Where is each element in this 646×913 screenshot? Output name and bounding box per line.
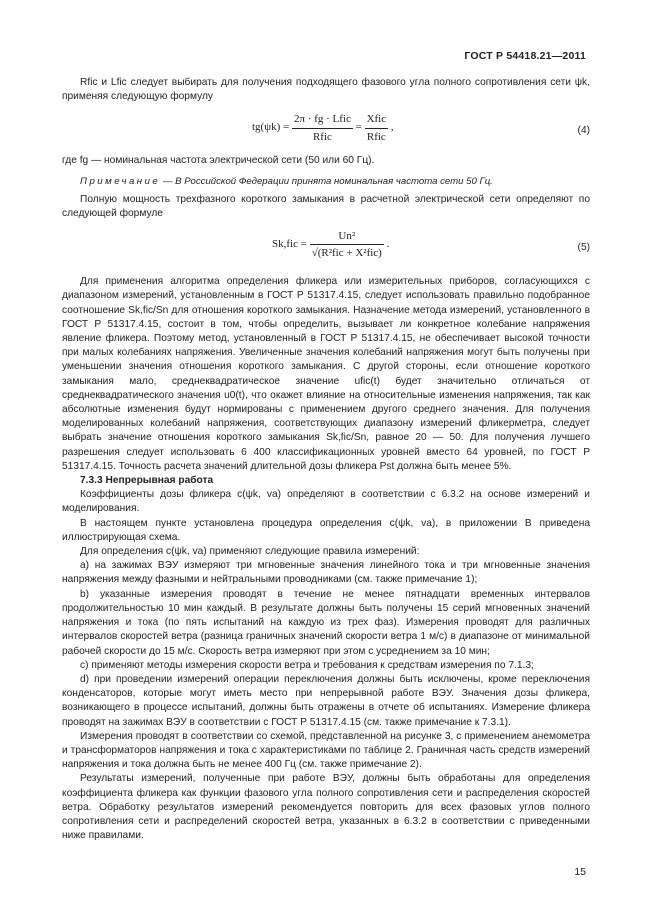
formula-5-numerator: Un² [310,229,384,245]
formula-4-number: (4) [577,125,590,137]
formula-4-fraction-1 [292,112,353,143]
where-fg-line: где fg — номинальная частота электрической сети (50 или 60 Гц). [62,155,375,167]
formula-4-denominator-1: Rfic [312,130,332,143]
formula-4-lhs: tg(ψk) = [252,121,290,134]
document-body [62,76,590,843]
formula-4-numerator-1: 2π · fg · Lfic [292,112,353,128]
formula-5-tail: . [386,238,390,251]
formula-4-denominator-2: Rfic [366,130,386,143]
note-label: Примечание [80,175,161,187]
coeff-paragraph: Коэффициенты дозы фликера c(ψk, va) определяют в соответствии с 6.3.2 на основе измерений и моделирования. [62,489,590,515]
formula-4 [62,106,590,152]
formula-5-expression [272,229,389,260]
formula-5 [62,223,590,273]
list-item-d: d) при проведении измерений операции переключения должны быть исключены, кроме переключения конденсаторов, которые могут иметь место при непрерывной работе ВЭУ. Значения дозы фликера, возникающего в процессе испытаний, должны быть отражены в отчете об испытаниях. Измерение фликера проводят на зажимах ВЭУ в соответствии с ГОСТ Р 51317.4.15 (см. также примечание к 7.3.1). [62,673,590,728]
formula-4-expression [252,112,394,143]
rules-paragraph: Для определения c(ψk, va) применяют следующие правила измерений: [80,546,420,558]
section-number: 7.3.3 [80,475,103,487]
page-number: 15 [574,866,586,878]
section-heading [62,474,590,488]
note-text: — В Российской Федерации принята номинальная частота сети 50 Гц. [162,175,493,187]
list-item-a: а) на зажимах ВЭУ измеряют три мгновенные значения линейного тока и три мгновенные значения напряжения между фазными и нейтральными проводниками (см. также примечание 1); [62,560,590,586]
procedure-paragraph: В настоящем пункте установлена процедура определения c(ψk, va), в приложении В приведена иллюстрирующая схема. [62,517,590,543]
power-paragraph: Полную мощность трехфазного короткого замыкания в расчетной электрической сети определяют по следующей формуле [62,193,590,220]
formula-4-tail: , [390,121,394,134]
list-item-b: b) указанные измерения проводят в течение не менее пятнадцати временных интервалов продолжительностью 10 мин каждый. В результате должны быть получены 15 серий мгновенных значений напряжения и тока (по пять испытаний на каждую из трех фаз). Измерения проводят для различных интервалов скоростей ветра (разница граничных значений скорости ветра 1 м/с) в диапазоне от минимальной рабочей скорости до 15 м/с. Скорость ветра измеряют при этом с усреднением за 10 мин; [62,588,590,657]
document-id-header: ГОСТ Р 54418.21—2011 [464,50,586,62]
scheme-paragraph: Измерения проводят в соответствии со схемой, представленной на рисунке 3, с применением анемометра и трансформаторов напряжения и тока с характеристиками по таблице 2. Граничная часть средств измерений напряжения и тока должна быть не менее 400 Гц (см. также примечание 2). [62,730,590,771]
formula-5-fraction [310,229,384,260]
formula-4-equals: = [355,121,362,134]
intro-paragraph: Rfic и Lfic следует выбирать для получения подходящего фазового угла полного сопротивления сети ψk, применяя следующую формулу [62,77,590,103]
list-item-c: c) применяют методы измерения скорости ветра и требования к средствам измерения по 7.1.3; [80,659,534,671]
section-title: Непрерывная работа [105,475,214,487]
formula-5-denominator: √(R²fic + X²fic) [311,247,382,260]
formula-4-fraction-2 [365,112,389,143]
results-paragraph: Результаты измерений, полученные при работе ВЭУ, должны быть обработаны для определения коэффициента фликера как функции фазового угла полного сопротивления сети и распределения скоростей ветра. Обработку результатов измерений рекомендуется повторить для всех фазовых углов полного сопротивления сети и распределений скоростей ветра, указанных в 6.3.2 в соответствии с приведенными ниже правилами. [62,773,590,842]
formula-5-number: (5) [577,242,590,254]
algorithm-paragraph: Для применения алгоритма определения фликера или измерительных приборов, согласующихся с диапазоном измерений, установленным в ГОСТ Р 51317.4.15, следует использовать правильно подобранное соотношение Sk,fic/Sn для отношения короткого замыкания. Назначение метода измерений, установленного в ГОСТ Р 51317.4.15, состоит в том, чтобы определить, вызывает ли конкретное колебание напряжения явление фликера. Поэтому метод, установленный в ГОСТ Р 51317.4.15, не обеспечивает высокой точности при малых колебаниях напряжения. Увеличенные значения колебаний напряжения могут быть получены при уменьшении значения отношения короткого замыкания. С другой стороны, если отношение короткого замыкания мало, среднеквадратическое значение ufic(t) будет значительно отличаться от среднеквадратического значения u0(t), что окажет влияние на относительные изменения напряжения, так как абсолютные изменения будут нормированы с применением другого среднего значения. Для получения моделированных колебаний напряжения, соответствующих диапазону измерений фликерметра, следует выбрать значение отношения короткого замыкания Sk,fic/Sn, равное 20 — 50. Для получения лучшего разрешения следует использовать 6 400 классификационных уровней вместо 64 уровней, по ГОСТ Р 51317.4.15. Точность расчета значений длительной дозы фликера Pst должна быть менее 5%. [62,276,590,472]
note-line [62,175,590,189]
formula-4-numerator-2: Xfic [365,112,389,128]
formula-5-lhs: Sk,fic = [272,238,307,251]
